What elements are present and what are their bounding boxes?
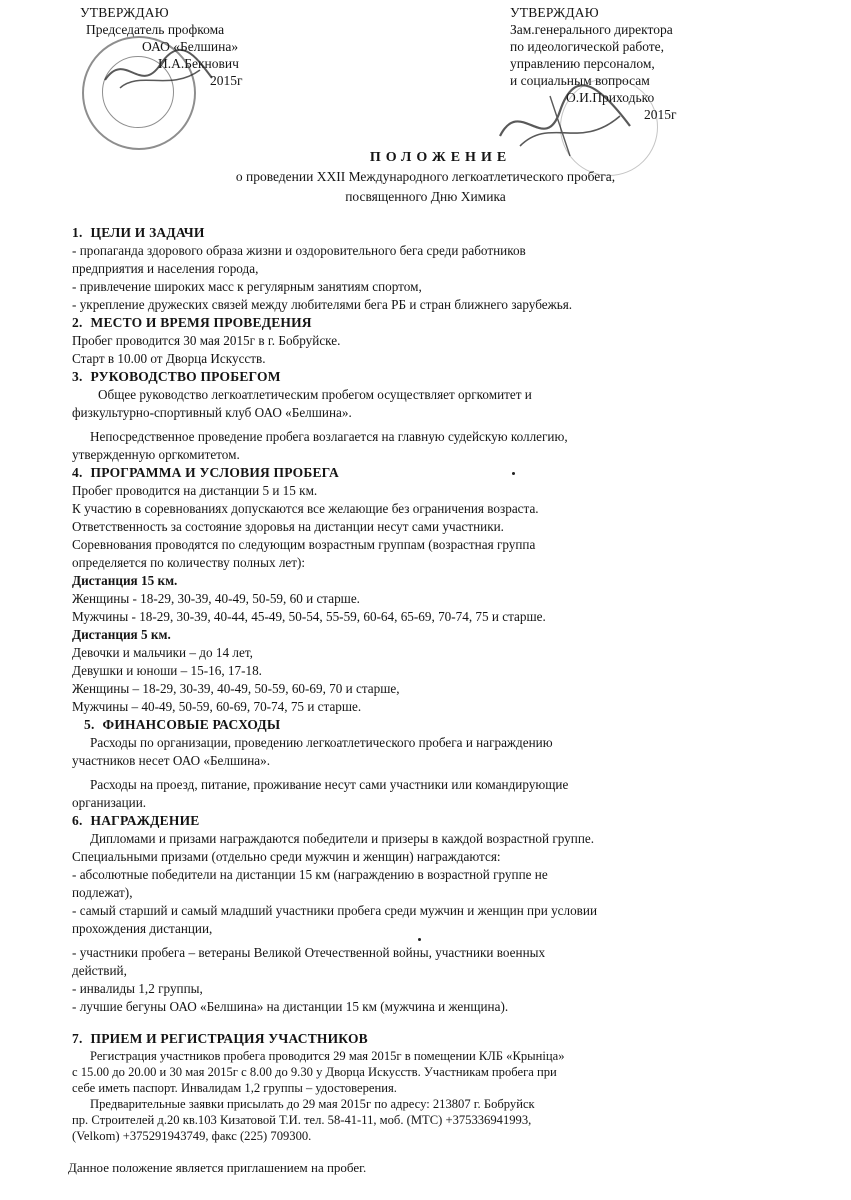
signature-left: [100, 40, 220, 100]
distance-5-men: Мужчины – 40-49, 50-59, 60-69, 70-74, 75 и старше.: [72, 699, 362, 714]
section-1-line4: - укрепление дружеских связей между любителями бега РБ и стран ближнего зарубежья.: [72, 297, 573, 312]
distance-15-heading: Дистанция 15 км.: [72, 573, 178, 588]
approval-head-right: УТВЕРЖДАЮ: [510, 5, 599, 20]
section-2-line1: Пробег проводится 30 мая 2015г в г. Бобруйске.: [72, 333, 341, 348]
section-6-heading: [72, 812, 712, 830]
approval-right-line3: управлению персоналом,: [510, 56, 655, 71]
approval-right-line1: Зам.генерального директора: [510, 22, 673, 37]
section-5-line1: Расходы по организации, проведению легкоатлетического пробега и награждению: [90, 735, 553, 750]
document-body: [72, 224, 712, 1144]
approval-right-line4: и социальным вопросам: [510, 73, 650, 88]
section-5-line4: организации.: [72, 795, 147, 810]
section-1-line3: - привлечение широких масс к регулярным занятиям спортом,: [72, 279, 422, 294]
section-6-title: НАГРАЖДЕНИЕ: [90, 813, 200, 828]
section-4-title: ПРОГРАММА И УСЛОВИЯ ПРОБЕГА: [90, 465, 339, 480]
section-7-line1: Регистрация участников пробега проводится 29 мая 2015г в помещении КЛБ «Крынiца»: [90, 1049, 565, 1063]
distance-15-women: Женщины - 18-29, 30-39, 40-49, 50-59, 60 и старше.: [72, 591, 360, 606]
section-3-heading: [72, 368, 712, 386]
section-1-title: ЦЕЛИ И ЗАДАЧИ: [90, 225, 205, 240]
subtitle-line1: о проведении XXII Международного легкоатлетического пробега,: [235, 169, 616, 184]
section-4-line1: Пробег проводится на дистанции 5 и 15 км.: [72, 483, 318, 498]
section-6-line9: - инвалиды 1,2 группы,: [72, 981, 203, 996]
section-6-line5: - самый старший и самый младший участники пробега среди мужчин и женщин при условии: [72, 903, 598, 918]
section-3-line2: физкультурно-спортивный клуб ОАО «Белшина».: [72, 405, 352, 420]
section-7-line4: Предварительные заявки присылать до 29 мая 2015г по адресу: 213807 г. Бобруйск: [90, 1097, 535, 1111]
section-6-line1: Дипломами и призами награждаются победители и призеры в каждой возрастной группе.: [90, 831, 595, 846]
distance-5-juniors: Девушки и юноши – 15-16, 17-18.: [72, 663, 262, 678]
section-7-line6: (Velkom) +375291943749, факс (225) 709300.: [72, 1129, 312, 1143]
approval-right-line5: О.И.Приходько: [566, 90, 655, 105]
page-title: ПОЛОЖЕНИЕ: [369, 150, 512, 165]
section-7-line2: с 15.00 до 20.00 и 30 мая 2015г с 8.00 до 9.30 у Дворца Искусств. Участникам пробега при: [72, 1065, 557, 1079]
approval-left-line1: Председатель профкома: [86, 22, 225, 37]
scan-speck: [418, 938, 421, 941]
approval-right-line2: по идеологической работе,: [510, 39, 665, 54]
section-6-line10: - лучшие бегуны ОАО «Белшина» на дистанции 15 км (мужчина и женщина).: [72, 999, 509, 1014]
section-5-line2: участников несет ОАО «Белшина».: [72, 753, 270, 768]
title-block: [0, 150, 851, 206]
section-2-heading: [72, 314, 712, 332]
section-6-line6: прохождения дистанции,: [72, 921, 213, 936]
section-1-line1: - пропаганда здорового образа жизни и оздоровительного бега среди работников: [72, 243, 526, 258]
section-4-line5: определяется по количеству полных лет):: [72, 555, 306, 570]
section-6-line3: - абсолютные победители на дистанции 15 км (награждению в возрастной группе не: [72, 867, 548, 882]
section-7-line3: себе иметь паспорт. Инвалидам 1,2 группы – удостоверения.: [72, 1081, 397, 1095]
scan-speck: [512, 472, 515, 475]
section-3-number: 3.: [72, 369, 83, 384]
distance-5-women: Женщины – 18-29, 30-39, 40-49, 50-59, 60-69, 70 и старше,: [72, 681, 400, 696]
section-4-heading: [72, 464, 712, 482]
section-5-title: ФИНАНСОВЫЕ РАСХОДЫ: [102, 717, 281, 732]
approval-left-line2: ОАО «Белшина»: [142, 39, 239, 54]
section-7-title: ПРИЕМ И РЕГИСТРАЦИЯ УЧАСТНИКОВ: [90, 1031, 368, 1046]
section-1-heading: [72, 224, 712, 242]
section-1-line2: предприятия и населения города,: [72, 261, 259, 276]
section-2-title: МЕСТО И ВРЕМЯ ПРОВЕДЕНИЯ: [90, 315, 312, 330]
section-1-number: 1.: [72, 225, 83, 240]
section-6-number: 6.: [72, 813, 83, 828]
section-3-line1: Общее руководство легкоатлетическим пробегом осуществляет оргкомитет и: [98, 387, 532, 402]
distance-5-heading: Дистанция 5 км.: [72, 627, 171, 642]
approval-right-date: 2015г: [644, 107, 677, 122]
section-4-line2: К участию в соревнованиях допускаются все желающие без ограничения возраста.: [72, 501, 539, 516]
section-3-line3: Непосредственное проведение пробега возлагается на главную судейскую коллегию,: [90, 429, 568, 444]
section-6-line2: Специальными призами (отдельно среди мужчин и женщин) награждаются:: [72, 849, 501, 864]
subtitle-line2: посвященного Дню Химика: [345, 189, 506, 204]
distance-5-kids: Девочки и мальчики – до 14 лет,: [72, 645, 253, 660]
section-7-number: 7.: [72, 1031, 83, 1046]
section-4-number: 4.: [72, 465, 83, 480]
approval-left-date: 2015г: [210, 73, 243, 88]
approval-left-line3: И.А.Бекнович: [158, 56, 239, 71]
section-7-line5: пр. Строителей д.20 кв.103 Кизатовой Т.И. тел. 58-41-11, моб. (МТС) +375336941993,: [72, 1113, 532, 1127]
section-3-line4: утвержденную оргкомитетом.: [72, 447, 240, 462]
section-5-number: 5.: [84, 717, 95, 732]
section-7-heading: [72, 1030, 712, 1048]
section-2-number: 2.: [72, 315, 83, 330]
section-6-line7: - участники пробега – ветераны Великой Отечественной войны, участники военных: [72, 945, 546, 960]
section-6-line4: подлежат),: [72, 885, 133, 900]
section-4-line3: Ответственность за состояние здоровья на дистанции несут сами участники.: [72, 519, 504, 534]
section-6-line8: действий,: [72, 963, 127, 978]
section-5-line3: Расходы на проезд, питание, проживание несут сами участники или командирующие: [90, 777, 569, 792]
section-2-line2: Старт в 10.00 от Дворца Искусств.: [72, 351, 266, 366]
closing-note: Данное положение является приглашением на пробег.: [68, 1160, 367, 1175]
section-4-line4: Соревнования проводятся по следующим возрастным группам (возрастная группа: [72, 537, 536, 552]
distance-15-men: Мужчины - 18-29, 30-39, 40-44, 45-49, 50-54, 55-59, 60-64, 65-69, 70-74, 75 и старше.: [72, 609, 546, 624]
section-5-heading: [72, 716, 712, 734]
approval-head-left: УТВЕРЖДАЮ: [80, 5, 169, 20]
section-3-title: РУКОВОДСТВО ПРОБЕГОМ: [90, 369, 281, 384]
